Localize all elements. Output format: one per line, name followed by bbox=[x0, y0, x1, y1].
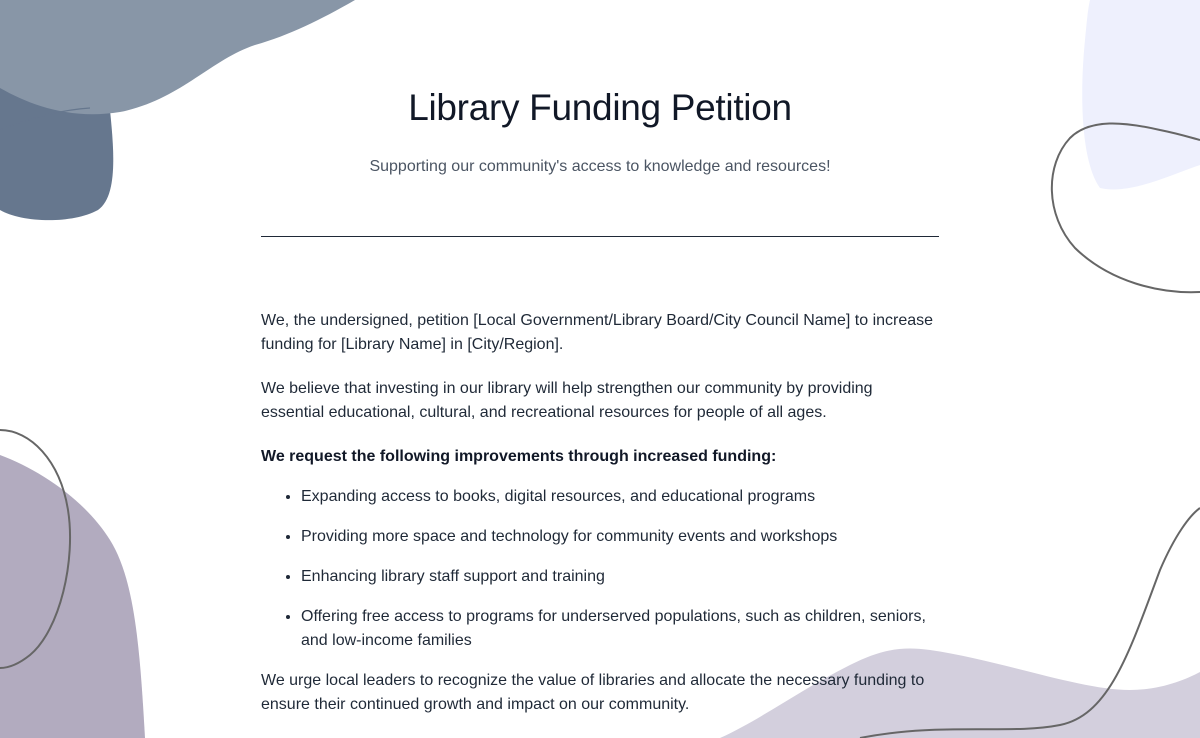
closing-paragraph: We urge local leaders to recognize the value of libraries and allocate the necessary funding to ensure their continued growth and impact on our community. bbox=[261, 672, 925, 713]
list-item: • Enhancing library staff support and training bbox=[301, 565, 939, 589]
bottom-left-mauve-blob bbox=[0, 455, 145, 738]
list-item: • Offering free access to programs for underserved populations, such as children, seniors, and low-income families bbox=[301, 605, 939, 653]
list-item: • Providing more space and technology for community events and workshops bbox=[301, 525, 939, 549]
page-title: Library Funding Petition bbox=[408, 87, 792, 128]
petition-body bbox=[261, 309, 939, 737]
page-subtitle: Supporting our community's access to knowledge and resources! bbox=[369, 158, 831, 175]
petition-paragraph: We, the undersigned, petition [Local Government/Library Board/City Council Name] to increase funding for [Library Name] in [City/Region]. bbox=[261, 312, 934, 353]
title-divider bbox=[261, 236, 939, 237]
request-list bbox=[261, 485, 939, 653]
request-heading: We request the following improvements through increased funding: bbox=[261, 448, 777, 465]
list-item: • Expanding access to books, digital resources, and educational programs bbox=[301, 485, 939, 509]
top-right-lavender-blob bbox=[1082, 0, 1200, 189]
petition-paragraph: We believe that investing in our library will help strengthen our community by providing essential educational, cultural, and recreational resources for people of all ages. bbox=[261, 380, 873, 421]
